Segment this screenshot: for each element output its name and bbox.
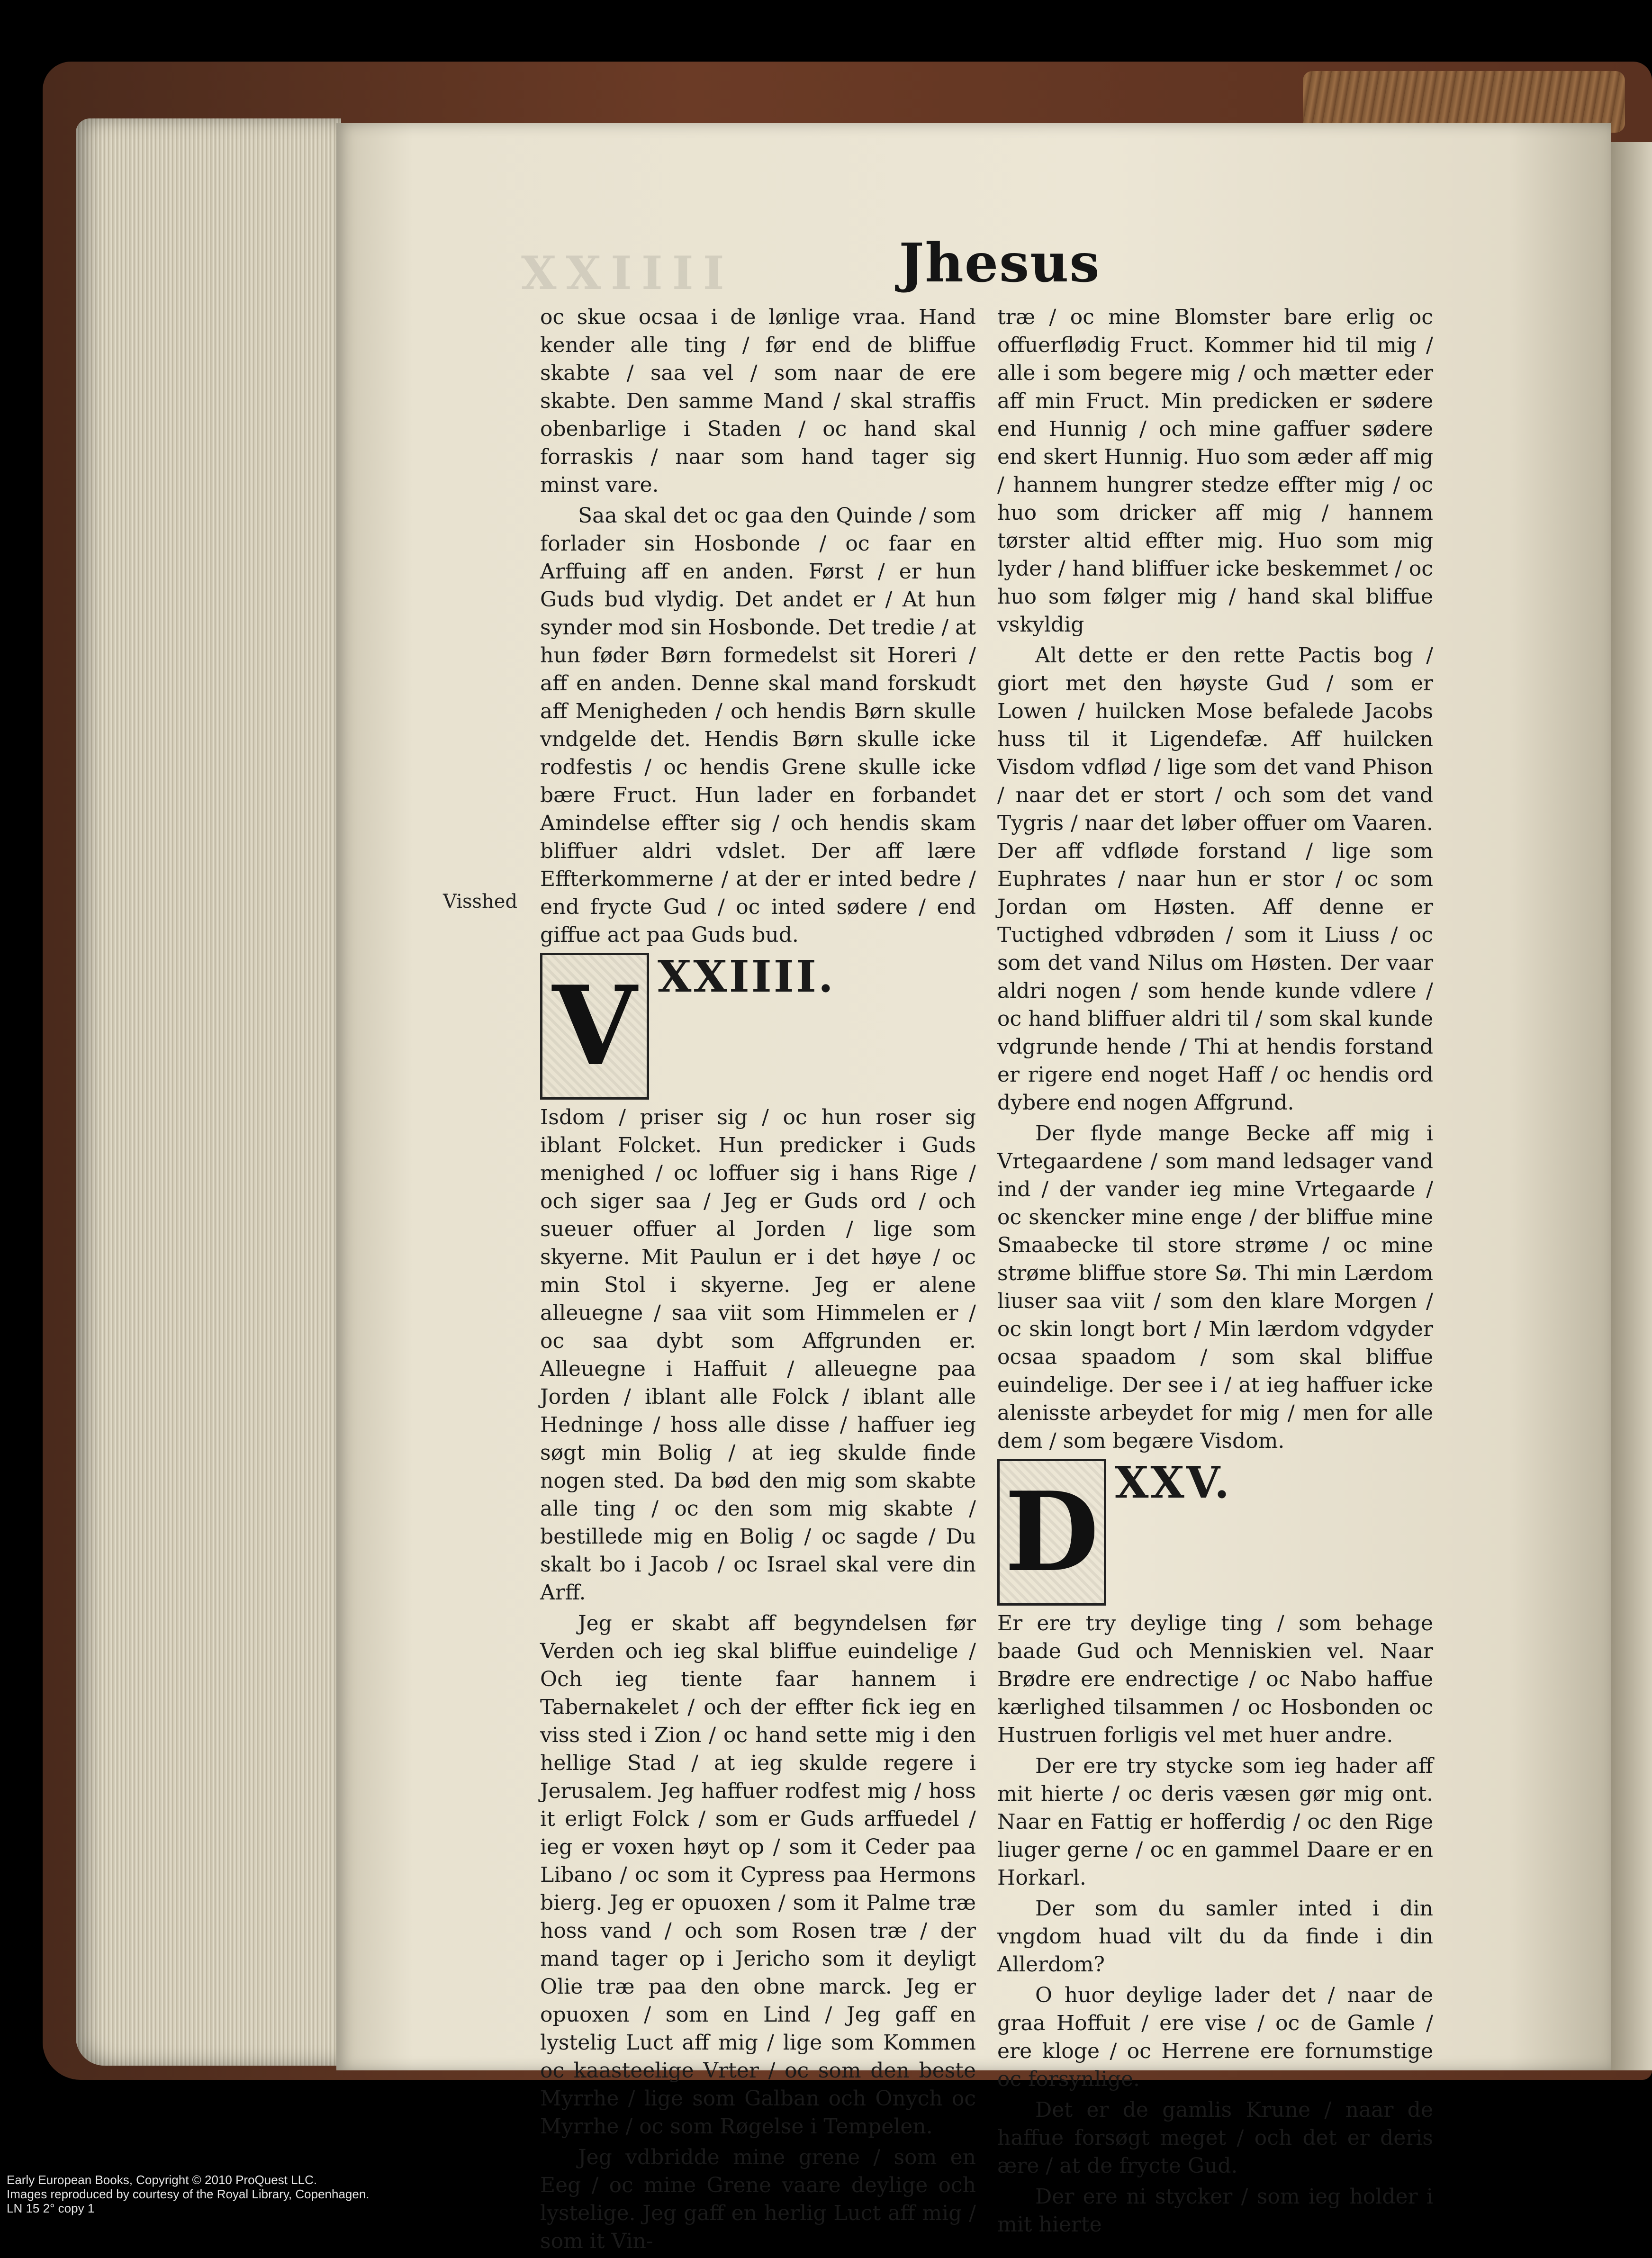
- paragraph: Der ere try stycke som ieg hader aff mit hierte / oc deris væsen gør mig ont. Naar en Fattig er hofferdig / oc den Rige liuger gerne / oc en gammel Daare er en Horkarl.: [997, 1754, 1433, 1890]
- paragraph: træ / oc mine Blomster bare erlig oc offuerflødig Fruct. Kommer hid til mig / alle i som begere mig / och mætter eder aff min Fruct. Min predicken er sødere end Hunnig / och mine gaffuer sødere end skert Hunnig. Huo som æder aff mig / hannem hungrer stedze effter mig / oc huo som dricker aff mig / hannem tørster altid effter mig. Huo som mig lyder / hand bliffuer icke beskemmet / oc huo som følger mig / hand skal bliffue vskyldig: [997, 305, 1433, 637]
- paragraph: Isdom / priser sig / oc hun roser sig iblant Folcket. Hun predicker i Guds menighed / oc loffuer sig i hans Rige / och siger saa / Jeg er Guds ord / och sueuer offuer al Jorden / lige som skyerne. Mit Paulun er i det høye / oc min Stol i skyerne. Jeg er alene alleuegne / saa viit som Himmelen er / oc saa dybt som Affgrunden er. Alleuegne i Haffuit / alleuegne paa Jorden / iblant alle Folck / iblant alle Hedninge / hoss alle disse / haffuer ieg søgt min Bolig / at ieg skulde finde nogen sted. Da bød den mig som skabte alle ting / oc den som mig skabte / bestillede mig en Bolig / oc sagde / Du skalt bo i Jacob / oc Israel skal vere din Arff.: [540, 1105, 976, 1605]
- bleed-through-text: XXIIII: [521, 246, 734, 300]
- decorated-initial: V: [540, 953, 649, 1100]
- credit-line: Early European Books, Copyright © 2010 ProQuest LLC.: [7, 2173, 317, 2187]
- chapter-number: XXIIII.: [658, 951, 835, 1002]
- credit-line: LN 15 2° copy 1: [7, 2201, 95, 2215]
- paragraph: Jeg er skabt aff begyndelsen før Verden och ieg skal bliffue euindelige / Och ieg tiente faar hannem i Tabernakelet / och der effter fick ieg en viss sted i Zion / oc hand sette mig i den hellige Stad / at ieg skulde regere i Jerusalem. Jeg haffuer rodfest mig / hoss it erligt Folck / som er Guds arffuedel / ieg er voxen høyt op / som it Ceder paa Libano / oc som it Cypress paa Hermons bierg. Jeg er opuoxen / som it Palme træ hoss vand / och som Rosen træ / der mand tager op i Jericho som it deyligt Olie træ paa den obne marck. Jeg er opuoxen / som en Lind / Jeg gaff en lystelig Luct aff mig / lige som Kommen oc kaasteelige Vrter / oc som den beste Myrrhe / lige som Galban och Onych oc Myrrhe / oc som Røgelse i Tempelen.: [540, 1611, 976, 2139]
- paragraph: Alt dette er den rette Pactis bog / giort met den høyste Gud / som er Lowen / huilcken Mose befalede Jacobs huss til it Ligendefæ. Aff huilcken Visdom vdflød / lige som det vand Phison / naar det er stort / och som det vand Tygris / naar det løber offuer om Vaaren. Der aff vdfløde forstand / lige som Euphrates / naar hun er stor / oc som Jordan om Høsten. Aff denne er Tuctighed vdbrøden / som it Liuss / oc som det vand Nilus om Høsten. Der vaar aldri nogen / som hende kunde vdlere / oc hand bliffuer aldri til / som skal kunde vdgrunde hende / Thi at hendis forstand er rigere end noget Haff / oc hendis ord dybere end nogen Affgrund.: [997, 643, 1433, 1115]
- paragraph: Det er de gamlis Krune / naar de haffue forsøgt meget / och det er deris ære / at de frycte Gud.: [997, 2098, 1433, 2178]
- margin-note: Visshed: [443, 891, 518, 912]
- facing-page-edge: [1611, 142, 1652, 2070]
- running-title: Jhesus: [899, 232, 1101, 294]
- credit-line: Images reproduced by courtesy of the Royal Library, Copenhagen.: [7, 2187, 370, 2201]
- paragraph: oc skue ocsaa i de lønlige vraa. Hand kender alle ting / før end de bliffue skabte / saa vel / som naar de ere skabte. Den samme Mand / skal straffis obenbarlige i Staden / oc hand skal forraskis / naar som hand tager sig minst vare.: [540, 305, 976, 497]
- left-column: [540, 303, 976, 2258]
- chapter-xxv: [997, 1459, 1433, 1606]
- paragraph: Er ere try deylige ting / som behage baade Gud och Menniskien vel. Naar Brødre ere endrectige / oc Nabo haffue kærlighed tilsammen / oc Hosbonden oc Hustruen forligis vel met huer andre.: [997, 1611, 1433, 1747]
- paragraph: Der som du samler inted i din vngdom huad vilt du da finde i din Allerdom?: [997, 1897, 1433, 1977]
- paragraph: O huor deylige lader det / naar de graa Hoffuit / ere vise / oc de Gamle / ere kloge / oc Herrene ere fornumstige oc forsynlige.: [997, 1983, 1433, 2091]
- paragraph: Der ere ni stycker / som ieg holder i mit hierte: [997, 2185, 1433, 2237]
- chapter-number: XXV.: [1115, 1457, 1232, 1508]
- paragraph: Saa skal det oc gaa den Quinde / som forlader sin Hosbonde / oc faar en Arffuing aff en anden. Først / er hun Guds bud vlydig. Det andet er / At hun synder mod sin Hosbonde. Det tredie / at hun føder Børn formedelst sit Horeri / aff en anden. Denne skal mand forskudt aff Menigheden / och hendis Børn skulle vndgelde det. Hendis Børn skulle icke rodfestis / oc hendis Grene skulle icke bære Fruct. Hun lader en forbandet Amindelse effter sig / och hendis skam bliffuer aldri vdslet. Der aff lære Effterkommerne / at der er inted bedre / end frycte Gud / oc inted sødere / end giffue act paa Guds bud.: [540, 504, 976, 947]
- paragraph: Jeg vdbridde mine grene / som en Eeg / oc mine Grene vaare deylige och lystelige. Jeg gaff en herlig Luct aff mig / som it Vin-: [540, 2145, 976, 2253]
- chapter-xxiiii: [540, 953, 976, 1100]
- page-edges: [76, 118, 341, 2066]
- decorated-initial: D: [997, 1459, 1106, 1606]
- right-column: [997, 303, 1433, 2241]
- paragraph: Der flyde mange Becke aff mig i Vrtegaardene / som mand ledsager vand ind / der vander ieg mine Vrtegaarde / oc skencker mine enge / der bliffue mine Smaabecke til store strøme / oc mine strøme bliffue store Sø. Thi min Lærdom liuser saa viit / som den klare Morgen / oc skin longt bort / Min lærdom vdgyder ocsaa spaadom / som skal bliffue euindelige. Der see i / at ieg haffuer icke alenisste arbeydet for mig / men for alle dem / som begære Visdom.: [997, 1121, 1433, 1453]
